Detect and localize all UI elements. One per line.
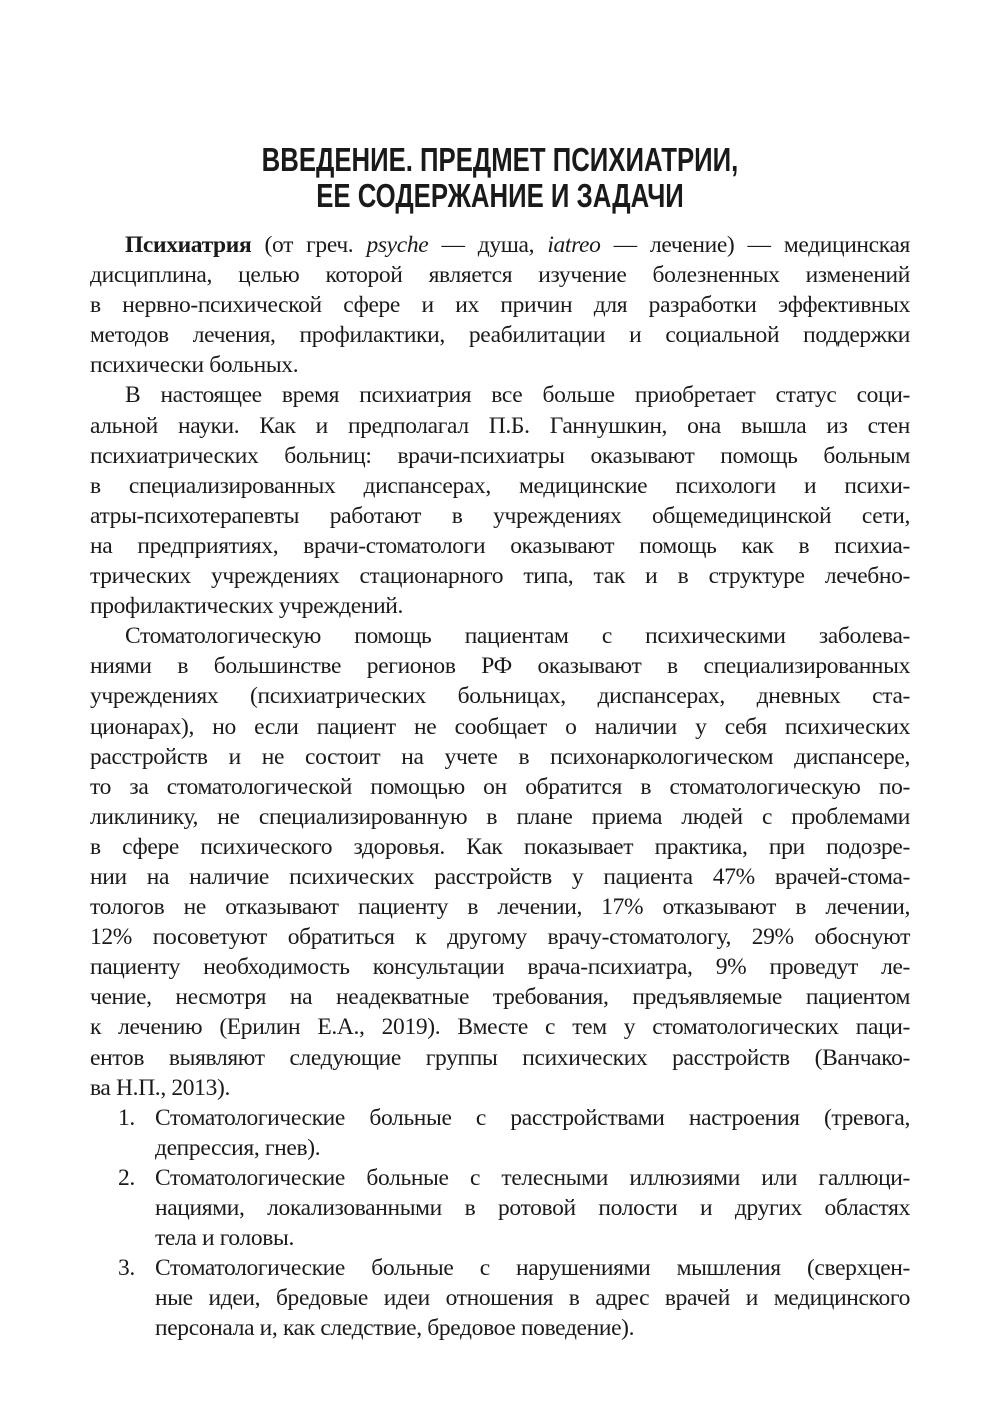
chapter-title-line: ВВЕДЕНИЕ. ПРЕДМЕТ ПСИХИАТРИИ, [261, 141, 739, 178]
text-run: — душа, [428, 232, 548, 258]
list-item-line: нациями, локализованными в ротовой полости и других областях [155, 1195, 910, 1221]
paragraph-line: Стоматологическую помощь пациентам с психическими заболева- [125, 623, 910, 650]
paragraph-line: чение, несмотря на неадекватные требования, предъявляемые пациентом [90, 984, 910, 1011]
paragraph-line: методов лечения, профилактики, реабилитации и социальной поддержки [90, 322, 910, 349]
list-number: 1. [118, 1104, 135, 1131]
paragraph-line: 12% посоветуют обратиться к другому врачу-стоматологу, 29% обоснуют [90, 924, 910, 951]
paragraph-line: в специализированных диспансерах, медицинские психологи и психи- [90, 472, 910, 499]
list-item-line: Стоматологические больные с расстройствами настроения (тревога, [155, 1104, 910, 1131]
paragraph-line: атры-психотерапевты работают в учреждениях общемедицинской сети, [90, 502, 910, 529]
paragraph-line: пациенту необходимость консультации врача-психиатра, 9% проведут ле- [90, 954, 910, 981]
paragraph-line: в нервно-психической сфере и их причин для разработки эффективных [90, 292, 910, 319]
list-item-line: ные идеи, бредовые идеи отношения в адрес врачей и медицинского [155, 1285, 910, 1312]
list-item-line: депрессия, гнев). [155, 1134, 321, 1161]
paragraph-line: ликлинику, не специализированную в плане приема людей с проблемами [90, 803, 910, 830]
paragraph-line: то за стоматологической помощью он обратится в стоматологическую по- [90, 773, 910, 800]
list-item-line: Стоматологические больные с нарушениями мышления (сверхцен- [155, 1255, 910, 1282]
list-number: 2. [118, 1164, 135, 1191]
paragraph-line [90, 230, 910, 260]
list-item-line: персонала и, как следствие, бредовое поведение). [155, 1315, 635, 1342]
paragraph-line: в сфере психического здоровья. Как показывает практика, при подозре- [90, 833, 910, 860]
paragraph-line: к лечению (Ерилин Е.А., 2019). Вместе с тем у стоматологических паци- [90, 1014, 910, 1041]
list-item [90, 1163, 910, 1193]
italic-term: psyche [366, 232, 429, 258]
paragraph-line: ентов выявляют следующие группы психических расстройств (Ванчако- [90, 1044, 910, 1071]
paragraph-line: ниями в большинстве регионов РФ оказывают в специализированных [90, 653, 910, 680]
paragraph-line: психически больных. [90, 352, 299, 379]
paragraph-line: нии на наличие психических расстройств у пациента 47% врачей-стома- [90, 863, 910, 890]
chapter-title [0, 142, 1000, 214]
list-item-line: тела и головы. [155, 1225, 295, 1252]
paragraph-line: В настоящее время психиатрия все больше приобретает статус соци- [125, 382, 910, 409]
paragraph-line: трических учреждениях стационарного типа, так и в структуре лечебно- [90, 563, 910, 590]
text-run: — лечение) — медицинская [600, 232, 910, 258]
list-item-line: Стоматологические больные с телесными иллюзиями или галлюци- [155, 1164, 910, 1191]
italic-term: iatreo [547, 232, 601, 258]
paragraph-line: на предприятиях, врачи-стоматологи оказывают помощь как в психиа- [90, 532, 910, 559]
term-bold: Психиатрия [125, 232, 252, 258]
paragraph-line: альной науки. Как и предполагал П.Б. Ганнушкин, она вышла из стен [90, 412, 910, 439]
paragraph-line: дисциплина, целью которой является изучение болезненных изменений [90, 262, 910, 289]
paragraph-line: тологов не отказывают пациенту в лечении, 17% отказывают в лечении, [90, 894, 910, 921]
list-item [90, 1103, 910, 1133]
paragraph-line: расстройств и не состоит на учете в психонаркологическом диспансере, [90, 743, 910, 770]
chapter-title-line: ЕЕ СОДЕРЖАНИЕ И ЗАДАЧИ [316, 177, 684, 214]
paragraph-line: ционарах), но если пациент не сообщает о наличии у себя психических [90, 713, 910, 740]
list-number: 3. [118, 1255, 135, 1282]
body-text [90, 230, 910, 1343]
text-run: (от греч. [251, 232, 367, 258]
paragraph-line: профилактических учреждений. [90, 593, 404, 620]
paragraph-line: учреждениях (психиатрических больницах, диспансерах, дневных ста- [90, 683, 910, 710]
paragraph-line: ва Н.П., 2013). [90, 1074, 230, 1101]
list-item [90, 1253, 910, 1283]
paragraph-line: психиатрических больниц: врачи-психиатры оказывают помощь больным [90, 442, 910, 469]
